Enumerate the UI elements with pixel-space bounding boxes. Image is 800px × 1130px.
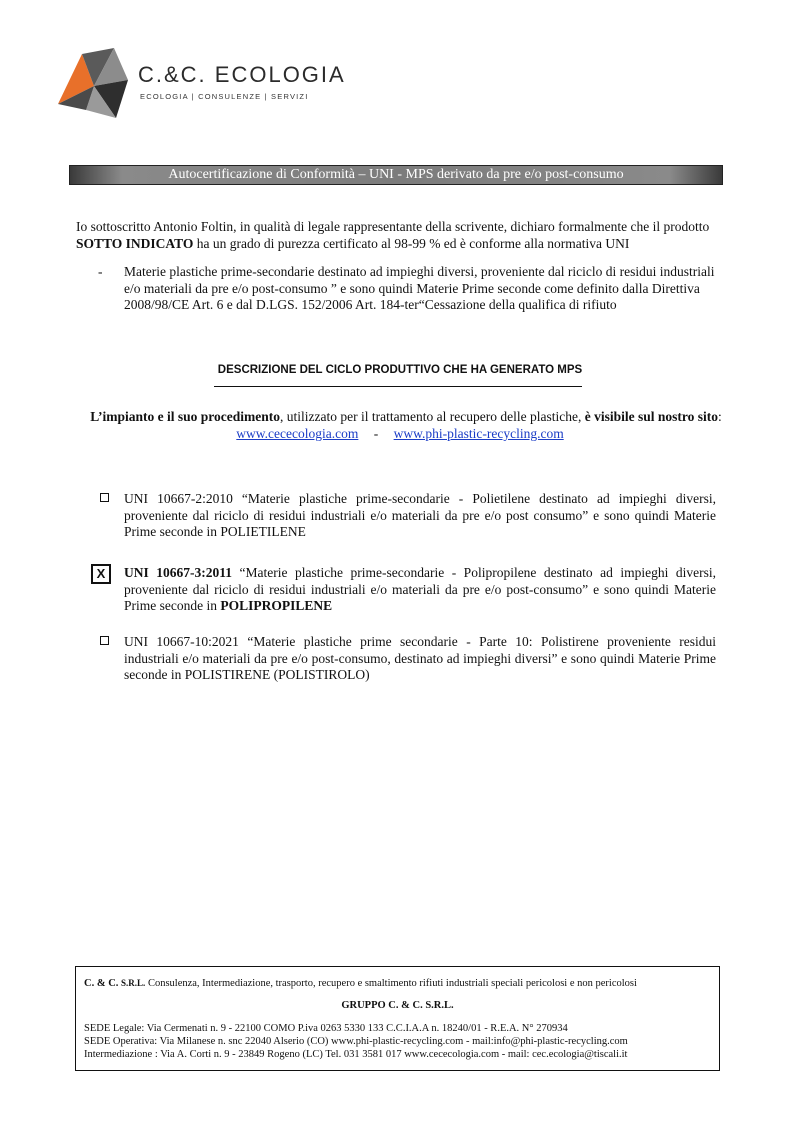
- declaration-rest: ha un grado di purezza certificato al 98-99 % ed è conforme alla normativa UNI: [196, 235, 630, 251]
- declaration-intro: Io sottoscritto Antonio Foltin, in qualità di legale rappresentante della scrivente, dichiaro formalmente che il prodotto: [76, 219, 710, 234]
- item-polietilene: [124, 491, 716, 541]
- section-heading: DESCRIZIONE DEL CICLO PRODUTTIVO CHE HA GENERATO MPS: [217, 364, 583, 376]
- item-text: “Materie plastiche prime secondarie - Parte 10: Polistirene proveniente residui industriali e/o materiali da pre e/o post-consumo, destinato ad impieghi diversi” e sono quindi Materie Prime seconde in: [124, 634, 716, 682]
- checkbox-polipropilene-checked[interactable]: X: [91, 564, 111, 584]
- plant-bold-2: è visibile sul nostro sito: [584, 409, 719, 424]
- footer-sede-legale: SEDE Legale: Via Cermenati n. 9 - 22100 COMO P.iva 0263 5330 133 C.C.I.A.A n. 18240/01 - R.E.A. N° 270934: [84, 1023, 568, 1034]
- website-links: [0, 426, 800, 443]
- dash-item-text: Materie plastiche prime-secondarie destinato ad impieghi diversi, proveniente dal riciclo di residui industriali e/o materiali da pre e/o post-consumo ” e sono quindi Materie Prime seconde come definito dalla Direttiva 2008/98/CE Art. 6 e dal D.LGS. 152/2006 Art. 184-ter“Cessazione della qualifica di rifiuto: [124, 264, 715, 312]
- checkbox-polistirene[interactable]: [100, 636, 109, 645]
- plant-description: [76, 409, 736, 426]
- item-text: “Materie plastiche prime-secondarie - Polietilene destinato ad impieghi diversi, proveniente dal riciclo di residui industriali e/o materiali da pre e/o post consumo” e sono quindi Materie Prime seconde in: [124, 491, 716, 539]
- company-logo: [56, 46, 346, 122]
- brand-name: C.&C. ECOLOGIA: [138, 62, 346, 87]
- declaration-paragraph: [76, 219, 736, 252]
- item-text: “Materie plastiche prime-secondarie - Polipropilene destinato ad impieghi diversi, proveniente dal riciclo di residui industriali e/o materiali da pre e/o post-consumo” e sono quindi Materie Prime seconde in: [124, 565, 717, 613]
- checkbox-polietilene[interactable]: [100, 493, 109, 502]
- footer-company-name: C. & C.: [84, 978, 119, 989]
- footer-group: GRUPPO C. & C. S.R.L.: [341, 1000, 454, 1011]
- plant-mid: , utilizzato per il trattamento al recupero delle plastiche,: [279, 409, 582, 424]
- document-title: Autocertificazione di Conformità – UNI - MPS derivato da pre e/o post-consumo: [168, 167, 624, 182]
- link-cececologia[interactable]: www.cececologia.com: [236, 426, 359, 441]
- footer-box: [75, 966, 720, 1071]
- item-code: UNI 10667-2:2010: [124, 491, 233, 506]
- plant-end: :: [718, 409, 722, 424]
- item-material: POLIPROPILENE: [220, 598, 333, 613]
- item-polipropilene: [124, 565, 716, 615]
- footer-company-desc: Consulenza, Intermediazione, trasporto, recupero e smaltimento rifiuti industriali speciali pericolosi e non pericolosi: [147, 978, 637, 989]
- logo-mark-icon: [56, 46, 136, 122]
- footer-company-srl: S.R.L.: [121, 978, 146, 988]
- plant-bold-1: L’impianto e il suo procedimento: [90, 409, 280, 424]
- item-material: POLISTIRENE (POLISTIROLO): [184, 667, 370, 682]
- footer-sede-operativa: SEDE Operativa: Via Milanese n. snc 22040 Alserio (CO) www.phi-plastic-recycling.com - mail:info@phi-plastic-recycling.com: [84, 1036, 628, 1047]
- item-code: UNI 10667-10:2021: [124, 634, 239, 649]
- footer-intermediazione: Intermediazione : Via A. Corti n. 9 - 23849 Rogeno (LC) Tel. 031 3581 017 www.cececologia.com - mail: cec.ecologia@tiscali.it: [84, 1049, 628, 1060]
- declaration-bold: SOTTO INDICATO: [76, 235, 194, 251]
- dash-marker: -: [98, 264, 103, 279]
- item-polistirene: [124, 634, 716, 684]
- link-phi-plastic-recycling[interactable]: www.phi-plastic-recycling.com: [393, 426, 564, 441]
- link-separator: -: [373, 426, 379, 441]
- item-material: POLIETILENE: [220, 524, 306, 539]
- item-code: UNI 10667-3:2011: [124, 565, 233, 580]
- document-title-bar: [69, 165, 723, 185]
- section-underline: [214, 386, 582, 387]
- brand-tagline: ECOLOGIA | CONSULENZE | SERVIZI: [140, 92, 309, 101]
- footer-company-line: [84, 977, 637, 990]
